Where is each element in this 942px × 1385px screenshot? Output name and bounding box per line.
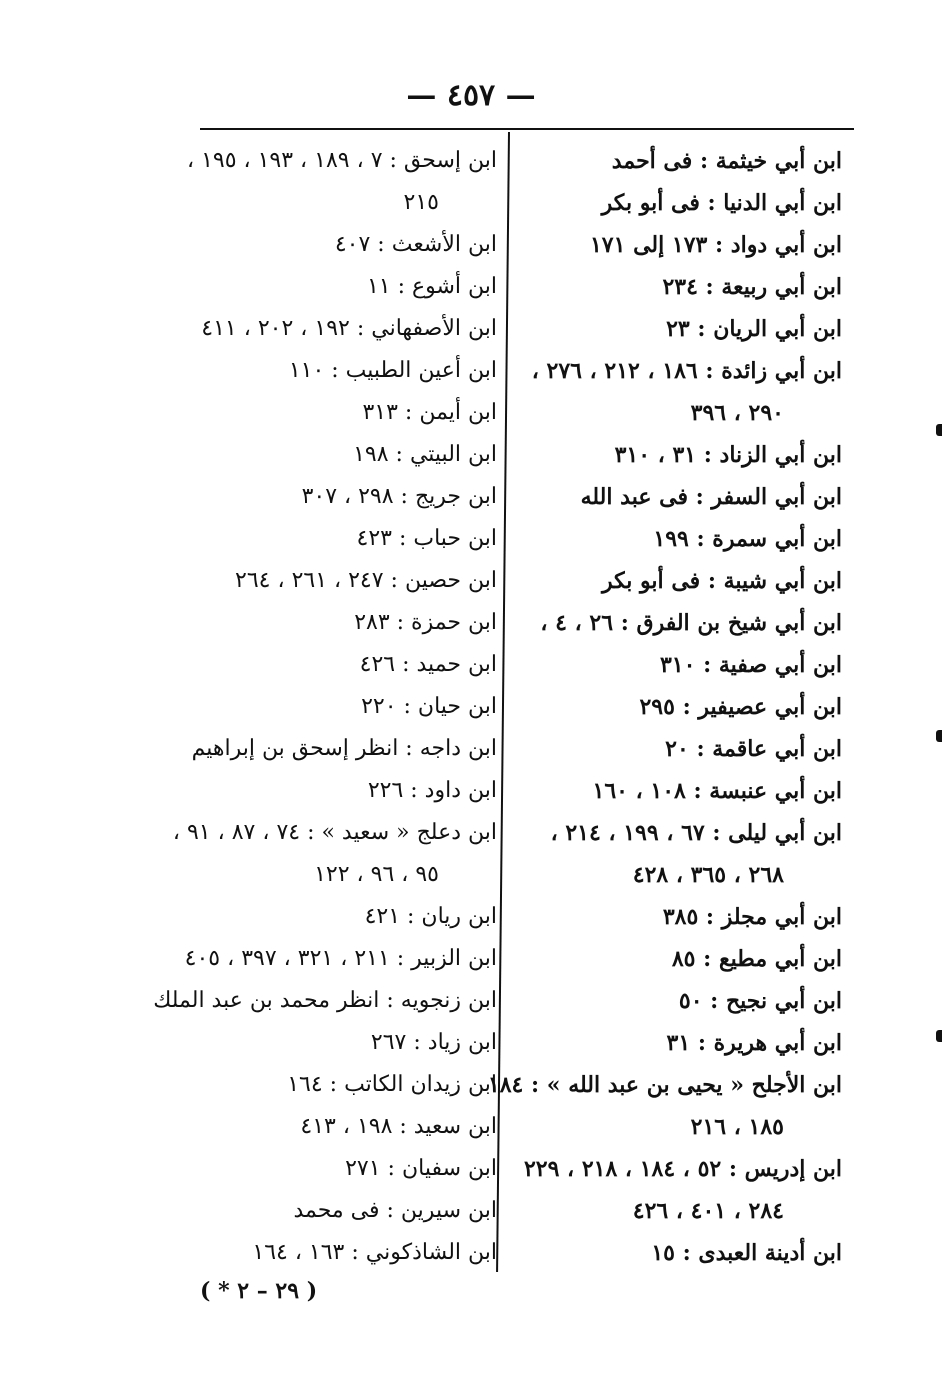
index-entry: ابن البيتي : ١٩٨ (353, 442, 497, 467)
index-entry: ابن أبي نجيح : ٥٠ (678, 988, 842, 1014)
index-entry: ابن حمزة : ٢٨٣ (354, 610, 497, 635)
index-entry: ابن الشاذكوني : ١٦٣ ، ١٦٤ (252, 1240, 497, 1265)
signature-mark: ( ٢٩ – ٢ * ) (200, 1278, 318, 1304)
index-entry-continuation: ١٨٥ ، ٢١٦ (690, 1114, 784, 1140)
index-entry-continuation: ٢١٥ (403, 190, 439, 215)
index-entry: ابن داجه : انظر إسحق بن إبراهيم (191, 736, 497, 761)
index-column-right (487, 140, 842, 1274)
header-rule (200, 128, 854, 130)
index-entry: ابن الزبير : ٢١١ ، ٣٢١ ، ٣٩٧ ، ٤٠٥ (184, 946, 497, 971)
index-entry: ابن أبي سمرة : ١٩٩ (653, 526, 842, 552)
index-entry: ابن دعلج « سعيد » : ٧٤ ، ٨٧ ، ٩١ ، (172, 820, 497, 845)
index-entry: ابن أبي الدنيا : فى أبو بكر (601, 190, 842, 216)
index-entry: ابن حميد : ٤٢٦ (359, 652, 497, 677)
index-entry: ابن حباب : ٤٢٣ (356, 526, 497, 551)
index-entry: ابن جريج : ٢٩٨ ، ٣٠٧ (301, 484, 497, 509)
index-entry: ابن أدينة العبدى : ١٥ (651, 1240, 842, 1266)
index-entry: ابن أبي عنبسة : ١٠٨ ، ١٦٠ (592, 778, 842, 804)
index-entry: ابن سعيد : ١٩٨ ، ٤١٣ (300, 1114, 497, 1139)
index-entry: ابن أبي صفية : ٣١٠ (659, 652, 842, 678)
index-entry: ابن أبي عاقمة : ٢٠ (665, 736, 842, 762)
index-entry: ابن أبي ليلى : ٦٧ ، ١٩٩ ، ٢١٤ ، (550, 820, 842, 846)
index-entry-continuation: ٢٨٤ ، ٤٠١ ، ٤٢٦ (632, 1198, 784, 1224)
index-entry: ابن أبي ربيعة : ٢٣٤ (662, 274, 842, 300)
scan-edge-mark (936, 424, 942, 436)
index-entry: ابن أعين الطبيب : ١١٠ (288, 358, 497, 383)
index-entry-continuation: ٩٥ ، ٩٦ ، ١٢٢ (314, 862, 439, 887)
index-entry: ابن أبي شيبة : فى أبو بكر (601, 568, 842, 594)
index-entry: ابن أبي مجلز : ٣٨٥ (662, 904, 842, 930)
index-entry: ابن حصين : ٢٤٧ ، ٢٦١ ، ٢٦٤ (235, 568, 497, 593)
index-entry: ابن ريان : ٤٢١ (364, 904, 497, 929)
index-entry: ابن إسحق : ٧ ، ١٨٩ ، ١٩٣ ، ١٩٥ ، (186, 148, 497, 173)
page-number: — ٤٥٧ — (406, 78, 536, 113)
index-entry: ابن زيدان الكاتب : ١٦٤ (287, 1072, 497, 1097)
index-entry: ابن أبي شيخ بن الفرق : ٢٦ ، ٤ ، (540, 610, 842, 636)
index-entry: ابن أبي هريرة : ٣١ (666, 1030, 842, 1056)
index-entry: ابن حيان : ٢٢٠ (361, 694, 497, 719)
index-entry: ابن سفيان : ٢٧١ (345, 1156, 497, 1181)
index-column-left (153, 140, 497, 1274)
scan-edge-mark (936, 1030, 942, 1042)
index-entry: ابن الأصفهاني : ١٩٢ ، ٢٠٢ ، ٤١١ (201, 316, 497, 341)
index-entry: ابن الأجلح « يحيى بن عبد الله » : ١٨٤ (487, 1072, 842, 1098)
index-entry: ابن داود : ٢٢٦ (367, 778, 497, 803)
index-entry-continuation: ٢٩٠ ، ٣٩٦ (690, 400, 784, 426)
index-entry: ابن أبي السفر : فى عبد الله (580, 484, 842, 510)
index-entry: ابن زنجويه : انظر محمد بن عبد الملك (153, 988, 497, 1013)
index-entry: ابن أبي عصيفير : ٢٩٥ (639, 694, 842, 720)
index-entry: ابن زياد : ٢٦٧ (370, 1030, 497, 1055)
index-entry: ابن أبي مطيع : ٨٥ (671, 946, 842, 972)
index-entry: ابن أبي الريان : ٢٣ (666, 316, 842, 342)
index-entry: ابن الأشعث : ٤٠٧ (334, 232, 497, 257)
index-entry: ابن أشوع : ١١ (366, 274, 497, 299)
index-entry: ابن سيرين : فى محمد (293, 1198, 497, 1223)
index-entry: ابن أبي الزناد : ٣١ ، ٣١٠ (614, 442, 842, 468)
index-entry: ابن أبي دواد : ١٧٣ إلى ١٧١ (589, 232, 842, 258)
index-entry: ابن إدريس : ٥٢ ، ١٨٤ ، ٢١٨ ، ٢٢٩ (523, 1156, 842, 1182)
index-entry: ابن أبي زائدة : ١٨٦ ، ٢١٢ ، ٢٧٦ ، (531, 358, 842, 384)
index-entry: ابن أبي خيثمة : فى أحمد (611, 148, 842, 174)
index-entry-continuation: ٢٦٨ ، ٣٦٥ ، ٤٢٨ (632, 862, 784, 888)
index-entry: ابن أيمن : ٣١٣ (362, 400, 497, 425)
scan-edge-mark (936, 730, 942, 742)
